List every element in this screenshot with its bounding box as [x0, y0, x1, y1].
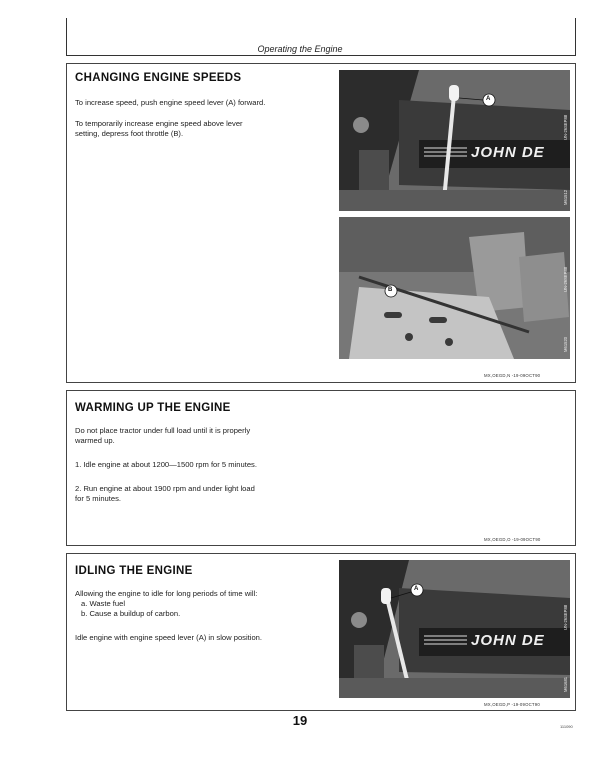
- section-warming-up-the-engine: [66, 390, 576, 546]
- engine-speed-lever-slow-photo: [339, 560, 570, 698]
- page-header-title: Operating the Engine: [257, 44, 343, 54]
- section-idling-the-engine: [66, 553, 576, 711]
- reference-code: MX,OEGD,O -19-09OCT90: [484, 537, 541, 542]
- paragraph: warmed up.: [75, 436, 115, 445]
- paragraph: Do not place tractor under full load until it is properly: [75, 426, 251, 435]
- header-bottom-rule: [66, 55, 576, 56]
- reference-code: MX,OEGD,N -19-09OCT90: [484, 373, 541, 378]
- paragraph: Idle engine with engine speed lever (A) in slow position.: [75, 633, 262, 642]
- paragraph: b. Cause a buildup of carbon.: [81, 609, 181, 618]
- paragraph: for 5 minutes.: [75, 494, 122, 503]
- paragraph: 2. Run engine at about 1900 rpm and under light load: [75, 484, 255, 493]
- callout-label: B: [388, 287, 393, 293]
- callout-label: A: [486, 96, 491, 102]
- photo-code-right: UN-26SEP88: [563, 266, 568, 292]
- photo-code-left: M61520: [563, 336, 568, 352]
- paragraph: setting, depress foot throttle (B).: [75, 129, 184, 138]
- callout-label: A: [414, 586, 419, 592]
- page-number: 19: [292, 713, 308, 728]
- photo-code-left: M61512: [563, 189, 568, 205]
- page-code: 111090: [560, 724, 573, 729]
- brand-decal-text: JOHN DE: [471, 144, 545, 161]
- paragraph: To temporarily increase engine speed above lever: [75, 119, 243, 128]
- section-title: CHANGING ENGINE SPEEDS: [75, 72, 242, 84]
- section-changing-engine-speeds: [66, 63, 576, 383]
- photo-code-left: M61681: [563, 676, 568, 692]
- photo-code-right: UN-26SEP88: [563, 114, 568, 140]
- brand-decal-text: JOHN DE: [471, 632, 545, 649]
- section-title: WARMING UP THE ENGINE: [75, 402, 231, 414]
- paragraph: Allowing the engine to idle for long periods of time will:: [75, 589, 258, 598]
- engine-speed-lever-photo: [339, 70, 570, 211]
- paragraph: 1. Idle engine at about 1200—1500 rpm for 5 minutes.: [75, 460, 257, 469]
- reference-code: MX,OEGD,P -19-09OCT90: [484, 702, 540, 707]
- foot-throttle-photo: [339, 217, 570, 359]
- paragraph: To increase speed, push engine speed lever (A) forward.: [75, 98, 266, 107]
- section-title: IDLING THE ENGINE: [75, 565, 193, 577]
- paragraph: a. Waste fuel: [81, 599, 126, 608]
- photo-code-right: UN-26SEP88: [563, 604, 568, 630]
